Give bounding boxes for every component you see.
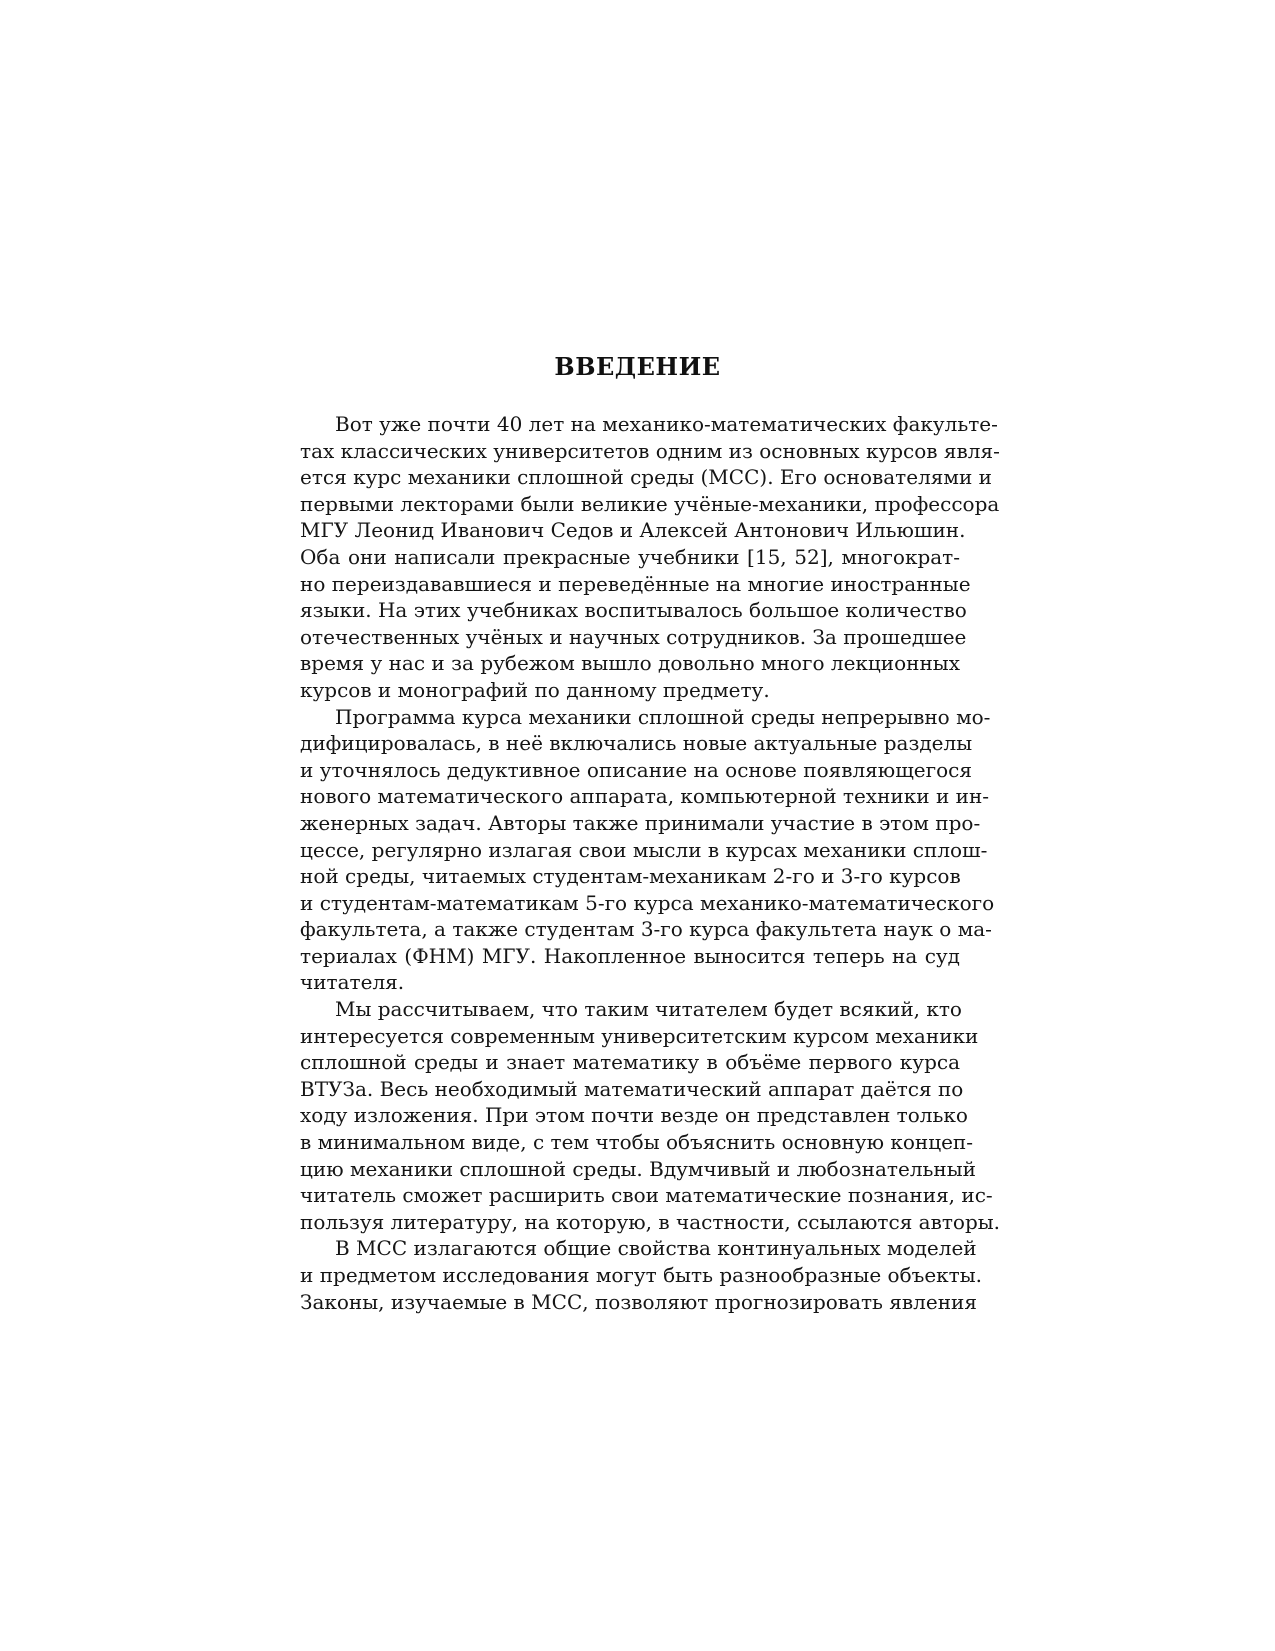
text-line: факультета, а также студентам 3-го курса факультета наук о ма-: [300, 917, 992, 942]
text-line: МГУ Леонид Иванович Седов и Алексей Антонович Ильюшин.: [300, 518, 966, 543]
text-line: ходу изложения. При этом почти везде он представлен только: [300, 1103, 968, 1128]
text-line: читатель сможет расширить свои математические познания, ис-: [300, 1183, 993, 1208]
text-line: Вот уже почти 40 лет на механико-математических факульте-: [335, 412, 998, 436]
paragraph: [300, 704, 995, 997]
text-line: тах классических университетов одним из основных курсов явля-: [300, 438, 1000, 463]
text-line: пользуя литературу, на которую, в частности, ссылаются авторы.: [300, 1209, 1001, 1234]
text-line: читателя.: [300, 970, 405, 995]
text-line: Оба они написали прекрасные учебники [15, 52], многократ-: [300, 544, 960, 569]
paragraph: [300, 996, 1001, 1235]
text-line: женерных задач. Авторы также принимали участие в этом про-: [300, 810, 981, 835]
text-line: первыми лекторами были великие учёные-механики, профессора: [300, 491, 1000, 516]
text-line: В МСС излагаются общие свойства континуальных моделей: [335, 1236, 977, 1261]
text-line: териалах (ФНМ) МГУ. Накопленное выносится теперь на суд: [300, 943, 960, 968]
text-line: дифицировалась, в неё включались новые актуальные разделы: [300, 731, 973, 756]
text-line: цессе, регулярно излагая свои мысли в курсах механики сплош-: [300, 837, 988, 862]
text-line: нового математического аппарата, компьютерной техники и ин-: [300, 784, 990, 809]
text-line: ется курс механики сплошной среды (МСС). Его основателями и: [300, 465, 992, 490]
text-line: ВТУЗа. Весь необходимый математический аппарат даётся по: [300, 1076, 964, 1101]
text-line: и уточнялось дедуктивное описание на основе появляющегося: [300, 757, 972, 782]
text-line: и студентам-математикам 5-го курса механико-математического: [300, 890, 995, 915]
text-line: ной среды, читаемых студентам-механикам 2-го и 3-го курсов: [300, 864, 961, 889]
text-line: сплошной среды и знает математику в объёме первого курса: [300, 1050, 960, 1075]
text-line: Программа курса механики сплошной среды непрерывно мо-: [335, 704, 991, 729]
text-line: в минимальном виде, с тем чтобы объяснить основную концеп-: [300, 1130, 973, 1155]
paragraph: [300, 1235, 983, 1315]
chapter-heading: ВВЕДЕНИЕ: [554, 352, 721, 381]
text-line: курсов и монографий по данному предмету.: [300, 677, 770, 702]
text-line: но переиздававшиеся и переведённые на многие иностранные: [300, 571, 971, 596]
text-line: Мы рассчитываем, что таким читателем будет всякий, кто: [335, 997, 962, 1022]
paragraph: [300, 411, 1000, 704]
text-line: языки. На этих учебниках воспитывалось большое количество: [300, 598, 967, 623]
text-line: цию механики сплошной среды. Вдумчивый и любознательный: [300, 1156, 976, 1181]
body-text: [300, 411, 1001, 1315]
text-line: интересуется современным университетским курсом механики: [300, 1023, 979, 1048]
text-line: отечественных учёных и научных сотрудников. За прошедшее: [300, 624, 967, 649]
text-line: Законы, изучаемые в МСС, позволяют прогнозировать явления: [300, 1289, 977, 1314]
text-line: время у нас и за рубежом вышло довольно много лекционных: [300, 651, 960, 676]
text-line: и предметом исследования могут быть разнообразные объекты.: [300, 1263, 983, 1287]
